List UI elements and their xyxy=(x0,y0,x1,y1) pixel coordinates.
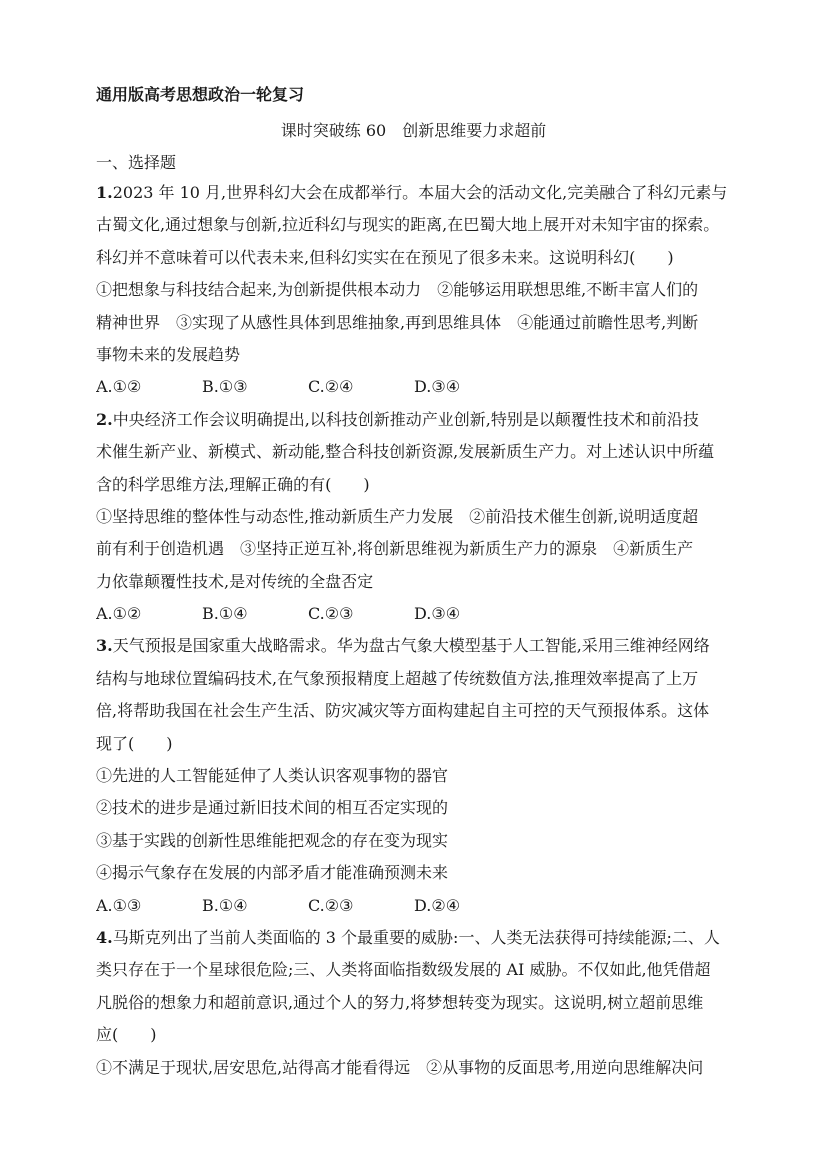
choice-a: A.①② xyxy=(96,377,142,397)
question-stem-line: 3.天气预报是国家重大战略需求。华为盘古气象大模型基于人工智能,采用三维神经网络 xyxy=(96,636,710,656)
option-line: ④揭示气象存在发展的内部矛盾才能准确预测未来 xyxy=(96,863,449,883)
option-line: 事物未来的发展趋势 xyxy=(96,344,241,364)
option-line: ③基于实践的创新性思维能把观念的存在变为现实 xyxy=(96,830,449,850)
section-heading: 一、选择题 xyxy=(96,153,177,172)
choice-d: D.③④ xyxy=(414,604,461,624)
question-number: 2. xyxy=(96,409,113,429)
question-3 xyxy=(96,630,736,922)
question-stem-line: 含的科学思维方法,理解正确的有( ) xyxy=(96,474,370,494)
question-stem-line: 4.马斯克列出了当前人类面临的 3 个最重要的威胁:一、人类无法获得可持续能源;二、人 xyxy=(96,927,720,947)
answer-choices xyxy=(96,890,736,922)
choice-a: A.①② xyxy=(96,604,142,624)
question-stem-line: 结构与地球位置编码技术,在气象预报精度上超越了传统数值方法,推理效率提高了上万 xyxy=(96,668,699,688)
choice-c: C.②③ xyxy=(308,895,354,915)
option-line: 精神世界 ③实现了从感性具体到思维抽象,再到思维具体 ④能通过前瞻性思考,判断 xyxy=(96,312,699,332)
question-stem-line: 现了( ) xyxy=(96,733,173,753)
choice-a: A.①③ xyxy=(96,895,142,915)
option-line: ①不满足于现状,居安思危,站得高才能看得远 ②从事物的反面思考,用逆向思维解决问 xyxy=(96,1057,704,1077)
question-stem-line: 凡脱俗的想象力和超前意识,通过个人的努力,将梦想转变为现实。这说明,树立超前思维 xyxy=(96,992,704,1012)
choice-b: B.①④ xyxy=(202,604,248,624)
question-stem-line: 科幻并不意味着可以代表未来,但科幻实实在在预见了很多未来。这说明科幻( ) xyxy=(96,247,674,267)
option-line: ①把想象与科技结合起来,为创新提供根本动力 ②能够运用联想思维,不断丰富人们的 xyxy=(96,280,699,300)
option-line: ①先进的人工智能延伸了人类认识客观事物的器官 xyxy=(96,766,449,786)
question-4 xyxy=(96,922,736,1084)
choice-d: D.②④ xyxy=(414,895,461,915)
question-number: 1. xyxy=(96,183,113,202)
question-number: 4. xyxy=(96,927,113,947)
question-stem-line: 类只存在于一个星球很危险;三、人类将面临指数级发展的 AI 威胁。不仅如此,他凭借超 xyxy=(96,960,711,980)
question-stem-line: 古蜀文化,通过想象与创新,拉近科幻与现实的距离,在巴蜀大地上展开对未知宇宙的探索。 xyxy=(96,215,720,235)
question-stem-line: 1.2023 年 10 月,世界科幻大会在成都举行。本届大会的活动文化,完美融合了科幻元素与 xyxy=(96,183,728,202)
question-1 xyxy=(96,177,736,404)
choice-b: B.①④ xyxy=(202,895,248,915)
document-header: 通用版高考思想政治一轮复习 xyxy=(96,85,305,104)
question-stem-line: 2.中央经济工作会议明确提出,以科技创新推动产业创新,特别是以颠覆性技术和前沿技 xyxy=(96,409,699,429)
choice-c: C.②④ xyxy=(308,377,354,397)
option-line: ②技术的进步是通过新旧技术间的相互否定实现的 xyxy=(96,798,449,818)
answer-choices xyxy=(96,598,736,630)
question-list xyxy=(96,177,736,1084)
choice-c: C.②③ xyxy=(308,604,354,624)
page-title: 课时突破练 60 创新思维要力求超前 xyxy=(280,121,547,140)
option-line: 前有利于创造机遇 ③坚持正逆互补,将创新思维视为新质生产力的源泉 ④新质生产 xyxy=(96,539,694,559)
question-stem-line: 应( ) xyxy=(96,1025,157,1045)
option-line: ①坚持思维的整体性与动态性,推动新质生产力发展 ②前沿技术催生创新,说明适度超 xyxy=(96,506,699,526)
question-2 xyxy=(96,404,736,631)
question-stem-line: 倍,将帮助我国在社会生产生活、防灾减灾等方面构建起自主可控的天气预报体系。这体 xyxy=(96,701,710,721)
choice-d: D.③④ xyxy=(414,377,461,397)
question-number: 3. xyxy=(96,636,113,656)
option-line: 力依靠颠覆性技术,是对传统的全盘否定 xyxy=(96,571,374,591)
answer-choices xyxy=(96,371,736,403)
question-stem-line: 术催生新产业、新模式、新动能,整合科技创新资源,发展新质生产力。对上述认识中所蕴 xyxy=(96,442,715,462)
choice-b: B.①③ xyxy=(202,377,248,397)
